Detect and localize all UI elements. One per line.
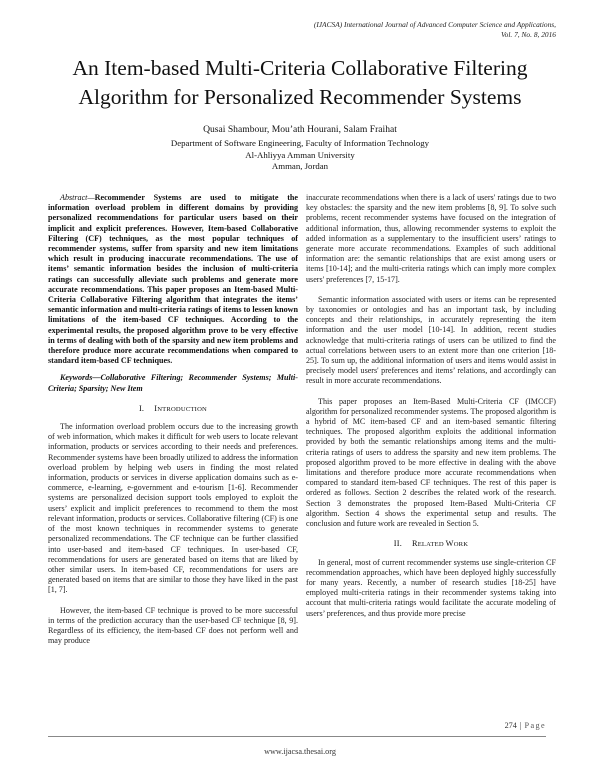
section-heading-introduction [48, 404, 298, 415]
page-number-value: 274 [504, 721, 517, 730]
affiliation-department: Department of Software Engineering, Faculty of Information Technology [170, 138, 430, 148]
footer-url: www.ijacsa.thesai.org [264, 747, 336, 756]
title-line-1: An Item-based Multi-Criteria Collaborative Filtering [72, 56, 528, 80]
paragraph: This paper proposes an Item-Based Multi-Criteria CF (IMCCF) algorithm for personalized recommender systems. The proposed algorithm is a hybrid of MC item-based CF and an item-based semantic filtering techniques. The proposed algorithm exploits the additional information provided by both the semantic relationships among items and the multi-criteria ratings of users to address the sparsity and new item problems. The proposed algorithm proved to be more effective in dealing with the above limitations and therefore produce more accurate recommendations when compared to standard item-based CF techniques. The rest of this paper is ordered as follows. Section 2 describes the related work of the research. Section 3 demonstrates the proposed Item-Based Multi-Criteria CF algorithm. Section 4 shows the experimental setup and results. The conclusion and future work are revealed in Section 5. [306, 396, 556, 529]
page-number [505, 721, 546, 730]
paper-title [40, 54, 560, 112]
journal-header [156, 20, 556, 40]
paragraph: The information overload problem occurs due to the increasing growth of web information, which makes it difficult for web users to locate relevant information, products or services according to their needs and preferences. Recommender systems have been broadly utilized to address the information overload problem by helping web users in finding the most related information, products or services in diverse application domains such as e-commerce, e-learning, e-government and e-tourism [1-6]. Recommender systems are personalized decision support tools employed to exploit the users’ explicit and implicit preferences to recommend to them the most relevant information, products or services. Collaborative filtering (CF) is one of the most known techniques in recommender systems to generate personalized recommendations. The CF technique can be further classified into user-based and item-based CF techniques. In user-based CF, recommendations for users are generated based on items that are liked by other similar users. In item-based CF, recommendations for users are generated based on items that are similar to those they have liked in the past [1, 7]. [48, 422, 298, 595]
page-word: Page [524, 721, 546, 730]
section-title-rest: ELATED [417, 541, 446, 549]
section-title-rest: NTRODUCTION [157, 405, 208, 413]
affiliation [40, 138, 560, 173]
affiliation-university: Al-Ahliyya Amman University [245, 149, 355, 160]
paragraph: Semantic information associated with users or items can be represented by taxonomies or ontologies and has an important task, by including concepts and their relationships, in accurately representing the item information and the user model [10-14]. In addition, recent studies acknowledge that multi-criteria ratings of users can be utilized to find the actual correlations between users to an extent more than one criterion [18-25]. To sum up, the additional information of users and items would assist in precisely model users' preferences and items’ relations, and accordingly can result in more accurate recommendations. [306, 294, 556, 386]
section-title-rest-2: ORK [453, 541, 469, 549]
affiliation-city: Amman, Jordan [271, 161, 329, 172]
left-column [48, 193, 298, 646]
authors: Qusai Shambour, Mou’ath Hourani, Salam Fraihat [203, 124, 397, 135]
keywords-text: Collaborative Filtering; Recommender Systems; Multi-Criteria; Sparsity; New Item [48, 373, 298, 393]
keywords-label: Keywords [60, 373, 93, 383]
right-column [306, 193, 556, 619]
title-line-2: Algorithm for Personalized Recommender Systems [78, 85, 522, 109]
section-number: II. [393, 539, 402, 549]
section-title-initial: I [154, 403, 158, 413]
journal-name: (IJACSA) International Journal of Advanced Computer Science and Applications, [313, 20, 556, 29]
abstract-label: Abstract [60, 193, 88, 202]
keywords: Keywords—Collaborative Filtering; Recommender Systems; Multi-Criteria; Sparsity; New Item [48, 373, 298, 393]
paragraph: inaccurate recommendations when there is a lack of users' ratings due to two key obstacles: the sparsity and the new item problems [8, 9]. To solve such problems, recent recommender systems have focused on the integration of additional information, thus, allowing recommender systems to exploit the added information as a supplementary to the insufficient users’ ratings to generate more accurate recommendations. Examples of such additional information are: the semantic relationships that are exist among users or items [10-14]; and the multi-criteria ratings which can imply more complex users' preferences [7, 15-17]. [306, 193, 556, 284]
paragraph: In general, most of current recommender systems use single-criterion CF recommendation approaches, which have been deployed highly successfully for many years. Recently, a number of research studies [18-25] have employed multi-criteria ratings in their recommender systems taking into account that multi-criteria ratings would facilitate the accurate modeling of users’ preferences, and thus provide more precise [306, 557, 556, 618]
section-title-initial: R [411, 539, 418, 549]
section-heading-related-work [306, 539, 556, 550]
paragraph: However, the item-based CF technique is proved to be more successful in terms of the prediction accuracy than the user-based CF technique [8, 9]. Regardless of its efficiency, the item-based CF does not perform well and may produce [48, 605, 298, 646]
abstract-text: Recommender Systems are used to mitigate the information overload problem in different domains by providing personalized recommendations for particular users based on their implicit and explicit preferences. However, Item-based Collaborative Filtering (CF) techniques, as the most popular techniques of recommender systems, suffer from sparsity and new item limitations which result in producing inaccurate recommendations. The use of items’ semantic information besides the inclusion of multi-criteria ratings can successfully alleviate such problems and generate more accurate recommendations. This paper proposes an Item-based Multi-Criteria Collaborative Filtering algorithm that integrates the items’ semantic information and multi-criteria ratings of items to lessen known limitations of the item-based CF techniques. According to the experimental results, the proposed algorithm prove to be very effective in terms of dealing with both of the sparsity and new item problems and therefore produce more accurate recommendations when compared to standard item-based CF techniques. [48, 193, 298, 366]
page-separator: | [519, 721, 522, 730]
section-number: I. [138, 403, 145, 413]
abstract: Abstract—Recommender Systems are used to mitigate the information overload problem in different domains by providing personalized recommendations for particular users based on their implicit and explicit preferences. However, Item-based Collaborative Filtering (CF) techniques, as the most popular techniques of recommender systems, suffer from sparsity and new item limitations which result in producing inaccurate recommendations. The use of items’ semantic information besides the inclusion of multi-criteria ratings can successfully alleviate such problems and generate more accurate recommendations. This paper proposes an Item-based Multi-Criteria Collaborative Filtering algorithm that integrates the items’ semantic information and multi-criteria ratings of items to lessen known limitations of the item-based CF techniques. According to the experimental results, the proposed algorithm prove to be very effective in terms of dealing with both of the sparsity and new item problems and therefore produce more accurate recommendations when compared to standard item-based CF techniques. [48, 193, 298, 366]
footer-divider [48, 736, 546, 737]
section-title-initial-2: W [445, 539, 454, 549]
journal-volume: Vol. 7, No. 8, 2016 [500, 30, 556, 39]
